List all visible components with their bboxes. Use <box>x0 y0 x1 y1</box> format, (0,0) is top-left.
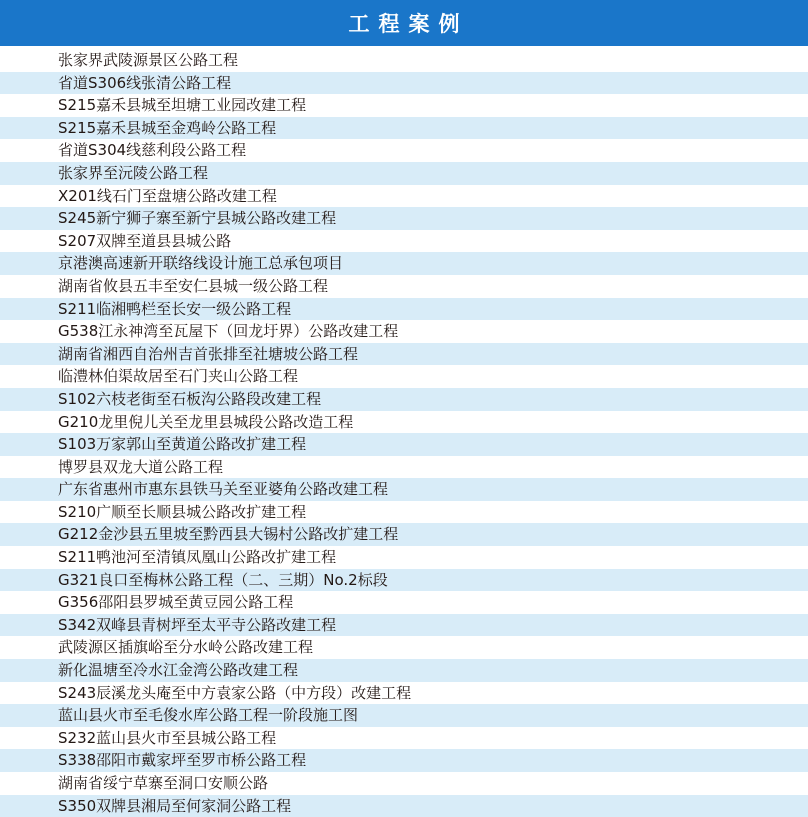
project-item: S232蓝山县火市至县城公路工程 <box>58 728 277 747</box>
page-title: 工程案例 <box>348 12 469 36</box>
project-item: S350双牌县湘局至何家洞公路工程 <box>0 795 808 817</box>
project-item: 湖南省湘西自治州吉首张排至社塘坡公路工程 <box>0 343 808 366</box>
project-item: 张家界至沅陵公路工程 <box>0 162 808 185</box>
project-item: S215嘉禾县城至坦塘工业园改建工程 <box>58 96 307 115</box>
project-list <box>0 49 808 817</box>
project-item: G210龙里倪儿关至龙里县城段公路改造工程 <box>58 412 354 431</box>
project-item: S215嘉禾县城至金鸡岭公路工程 <box>0 117 808 140</box>
project-item: 湖南省绥宁草寨至洞口安顺公路 <box>58 774 269 792</box>
project-item: 张家界武陵源景区公路工程 <box>58 51 239 69</box>
project-item: S245新宁狮子寨至新宁县城公路改建工程 <box>0 207 808 230</box>
project-item: S207双牌至道县县城公路 <box>58 231 232 250</box>
project-item: X201线石门至盘塘公路改建工程 <box>58 186 277 205</box>
project-item: 临澧林伯渠故居至石门夹山公路工程 <box>58 367 299 386</box>
project-item: 广东省惠州市惠东县铁马关至亚婆角公路改建工程 <box>0 478 808 501</box>
project-item: G538江永神湾至瓦屋下（回龙圩界）公路改建工程 <box>58 322 399 341</box>
project-item: S243辰溪龙头庵至中方袁家公路（中方段）改建工程 <box>58 683 412 702</box>
project-item: G321良口至梅林公路工程（二、三期）No.2标段 <box>0 569 808 592</box>
project-item: 武陵源区插旗峪至分水岭公路改建工程 <box>58 638 314 657</box>
project-item: 湖南省攸县五丰至安仁县城一级公路工程 <box>58 276 329 295</box>
project-item: S103万家郭山至黄道公路改扩建工程 <box>0 433 808 456</box>
project-item: S338邵阳市戴家坪至罗市桥公路工程 <box>0 749 808 772</box>
project-item: 省道S304线慈利段公路工程 <box>58 141 247 160</box>
project-item: S211临湘鸭栏至长安一级公路工程 <box>0 298 808 321</box>
project-item: S342双峰县青树坪至太平寺公路改建工程 <box>0 614 808 637</box>
project-item: 蓝山县火市至毛俊水库公路工程一阶段施工图 <box>0 704 808 727</box>
project-item: G356邵阳县罗城至黄豆园公路工程 <box>58 593 294 612</box>
project-item: 省道S306线张清公路工程 <box>0 72 808 95</box>
project-item: S102六枝老街至石板沟公路段改建工程 <box>0 388 808 411</box>
project-item: 新化温塘至冷水江金湾公路改建工程 <box>0 659 808 682</box>
page-header <box>0 0 808 46</box>
project-item: S211鸭池河至清镇凤凰山公路改扩建工程 <box>58 548 337 567</box>
project-item: 京港澳高速新开联络线设计施工总承包项目 <box>0 252 808 275</box>
project-item: 博罗县双龙大道公路工程 <box>58 457 224 476</box>
project-item: G212金沙县五里坡至黔西县大锡村公路改扩建工程 <box>0 523 808 546</box>
project-item: S210广顺至长顺县城公路改扩建工程 <box>58 502 307 521</box>
